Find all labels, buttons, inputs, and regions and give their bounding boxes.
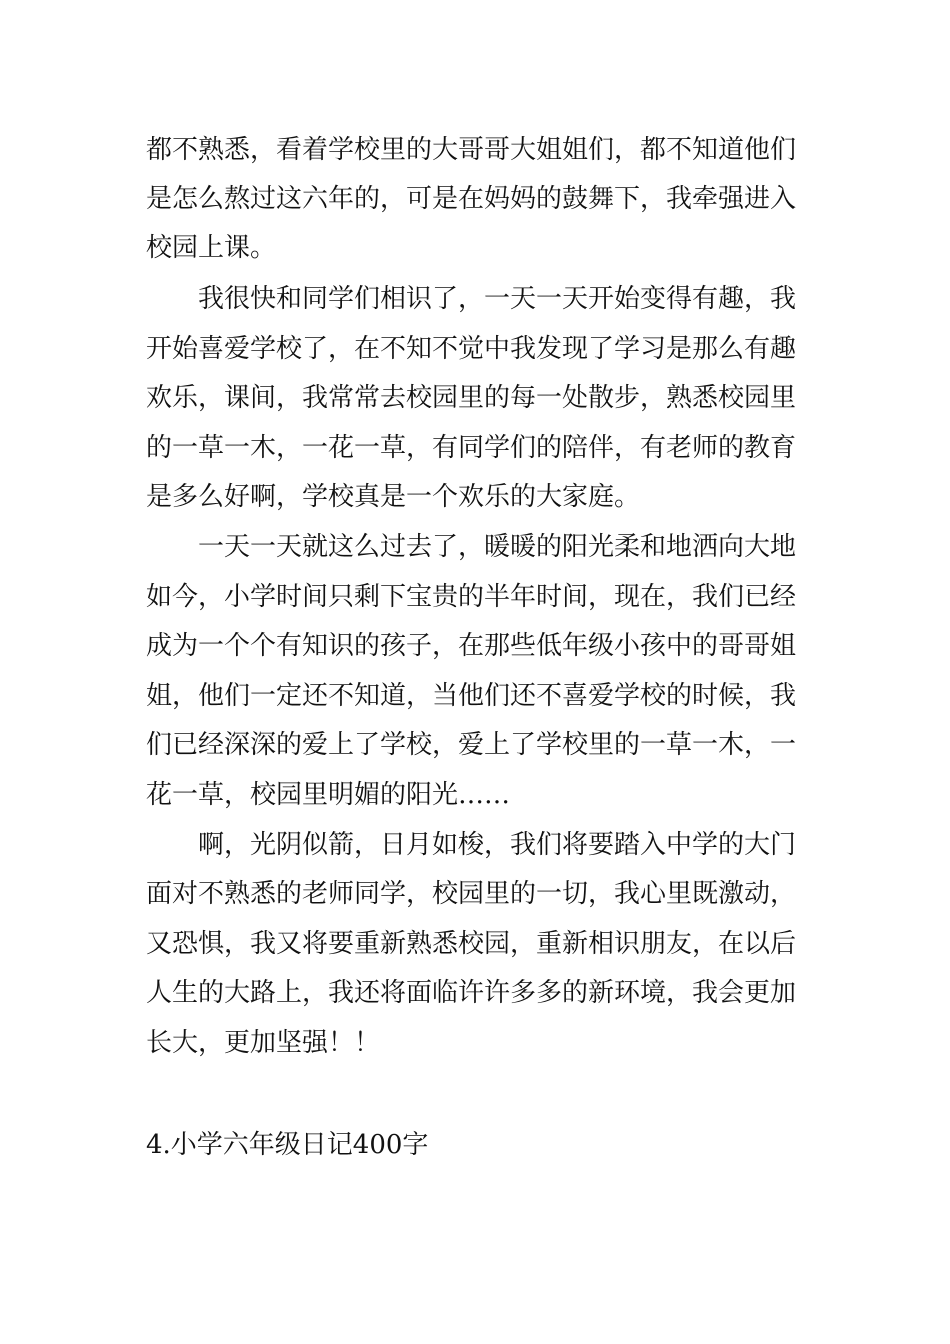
text-line: 的一草一木，一花一草，有同学们的陪伴，有老师的教育 [146, 433, 797, 463]
text-line: 长大，更加坚强！！ [146, 1028, 381, 1058]
text-line: 又恐惧，我又将要重新熟悉校园，重新相识朋友，在以后 [146, 929, 797, 959]
text-line: 是多么好啊，学校真是一个欢乐的大家庭。 [146, 482, 641, 512]
text-line: 人生的大路上，我还将面临许许多多的新环境，我会更加 [146, 978, 797, 1008]
text-line: 都不熟悉，看着学校里的大哥哥大姐姐们，都不知道他们 [146, 135, 797, 165]
text-line: 花一草，校园里明媚的阳光…… [146, 780, 511, 810]
text-line: 姐，他们一定还不知道，当他们还不喜爱学校的时候，我 [146, 681, 797, 711]
text-line: 校园上课。 [146, 233, 277, 263]
text-line: 是怎么熬过这六年的，可是在妈妈的鼓舞下，我牵强进入 [146, 184, 797, 214]
paragraph-first-line: 我很快和同学们相识了，一天一天开始变得有趣，我 [198, 284, 797, 314]
text-line: 面对不熟悉的老师同学，校园里的一切，我心里既激动， [146, 879, 797, 909]
section-heading: 4.小学六年级日记400字 [146, 1130, 429, 1160]
text-line: 如今，小学时间只剩下宝贵的半年时间，现在，我们已经 [146, 582, 797, 612]
text-line: 欢乐，课间，我常常去校园里的每一处散步，熟悉校园里 [146, 383, 797, 413]
paragraph-first-line: 啊，光阴似箭，日月如梭，我们将要踏入中学的大门 [198, 830, 797, 860]
paragraph-first-line: 一天一天就这么过去了，暖暖的阳光柔和地洒向大地 [198, 532, 797, 562]
text-line: 成为一个个有知识的孩子，在那些低年级小孩中的哥哥姐 [146, 631, 797, 661]
text-line: 们已经深深的爱上了学校，爱上了学校里的一草一木，一 [146, 730, 797, 760]
text-line: 开始喜爱学校了，在不知不觉中我发现了学习是那么有趣 [146, 334, 797, 364]
